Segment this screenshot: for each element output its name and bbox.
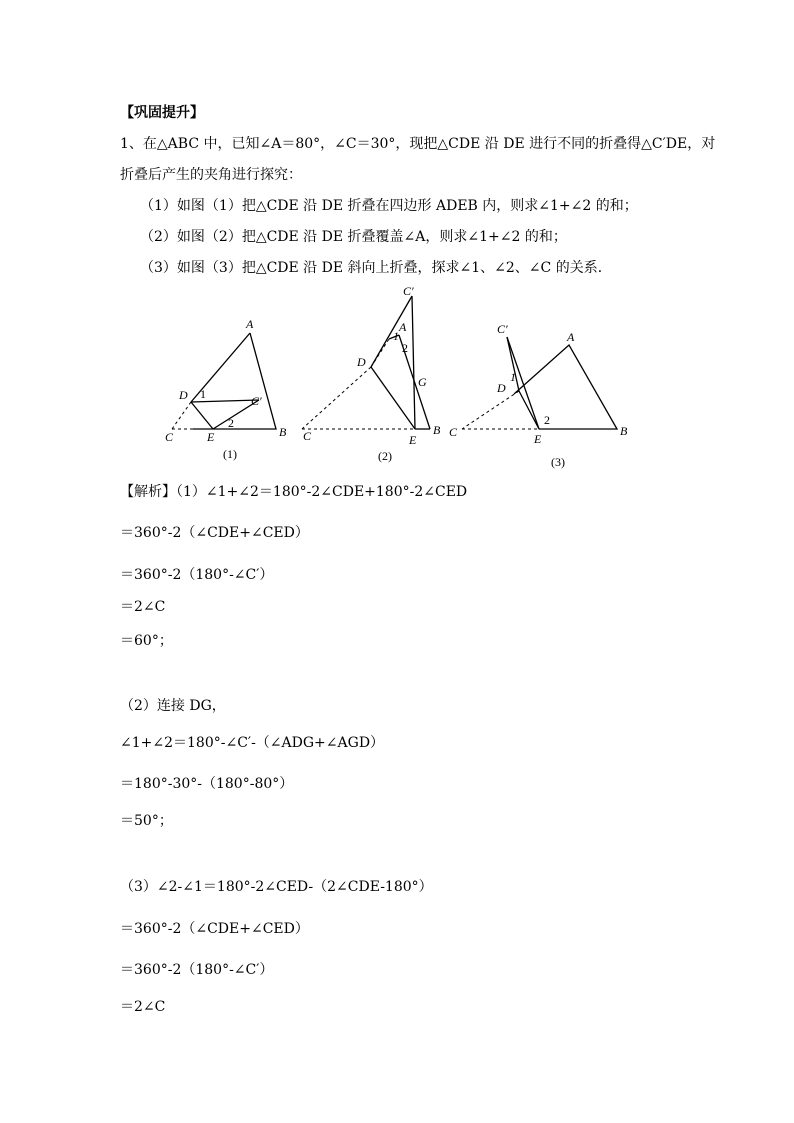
fig2-label-g: G [418,375,427,389]
solution-part1-line-5: ＝60°； [120,633,173,649]
fig2-angle-1: 1 [393,329,399,343]
fig2-label-d: D [357,355,366,369]
solution-part1-line-1: 【解析】（1）∠1+∠2＝180°-2∠CDE+180°-2∠CED [120,484,468,500]
fig3-angle-2: 2 [544,413,550,427]
problem-part-3: （3）如图（3）把△CDE 沿 DE 斜向上折叠，探求∠1、∠2、∠C 的关系． [140,260,612,276]
figure-2 [302,284,441,463]
fig2-caption: (2) [378,449,392,463]
fig2-line-c1e [412,296,415,429]
solution-part3-line-2: ＝360°-2（∠CDE+∠CED） [120,921,309,937]
fig2-dashed-dc [302,367,371,429]
fig1-angle-1: 1 [200,387,206,401]
fig2-label-c-prime: C′ [403,284,414,298]
fig1-dashed-dc [172,402,191,429]
solution-part3-line-1: （3）∠2-∠1＝180°-2∠CED-（2∠CDE-180°） [120,879,433,895]
fig1-label-d: D [179,388,188,402]
solution-part1-line-3: ＝360°-2（180°-∠C′） [120,567,274,583]
fig1-triangle-solid [193,333,276,429]
fig3-label-a: A [567,330,575,344]
problem-stem-line-2: 折叠后产生的夹角进行探究： [120,167,302,183]
fig1-label-a: A [246,317,254,331]
fig2-label-c: C [303,429,312,443]
fig1-label-b: B [279,425,287,439]
fig1-label-c-prime: C′ [251,394,262,408]
fig1-label-c: C [165,430,174,444]
fig3-label-b: B [620,424,628,438]
fig1-label-e: E [207,430,215,444]
fig2-label-a: A [399,320,407,334]
solution-part2-line-2: ∠1+∠2＝180°-∠C′-（∠ADG+∠AGD） [120,735,385,751]
problem-part-2: （2）如图（2）把△CDE 沿 DE 折叠覆盖∠A，则求∠1+∠2 的和； [140,229,567,245]
figure-1 [165,317,287,461]
solution-part1-line-2: ＝360°-2（∠CDE+∠CED） [120,525,309,541]
fig3-fold-de [519,391,539,429]
fig2-angle-2: 2 [402,341,408,355]
fig1-fold-de [191,402,213,429]
figure-3 [449,322,628,469]
solution-part2-line-4: ＝50°； [120,813,173,829]
fig2-label-e: E [409,433,417,447]
fig3-angle-1: 1 [510,370,516,384]
fig3-dashed-dc [462,391,519,429]
fig2-label-b: B [433,423,441,437]
solution-part1-line-4: ＝2∠C [120,599,166,615]
figures [0,0,794,480]
problem-stem-line-1: 1、在△ABC 中，已知∠A＝80°，∠C＝30°，现把△CDE 沿 DE 进行不同的折叠得△C′DE，对 [120,136,716,152]
section-heading: 【巩固提升】 [120,105,204,121]
fig3-label-d: D [497,381,506,395]
fig3-caption: (3) [551,455,565,469]
solution-part3-line-4: ＝2∠C [120,999,166,1015]
solution-part2-line-3: ＝180°-30°-（180°-80°） [120,776,294,792]
solution-part2-line-1: （2）连接 DG， [120,698,226,714]
fig1-caption: (1) [223,447,237,461]
fig3-triangle-solid [514,345,617,429]
solution-part3-line-3: ＝360°-2（180°-∠C′） [120,962,274,978]
fig3-label-c-prime: C′ [497,322,508,336]
fig3-label-c: C [449,425,458,439]
fig3-label-e: E [534,432,542,446]
fig1-angle-2: 2 [228,416,234,430]
problem-part-1: （1）如图（1）把△CDE 沿 DE 折叠在四边形 ADEB 内，则求∠1+∠2 的和； [140,198,638,214]
fig2-fold-de [371,367,415,429]
